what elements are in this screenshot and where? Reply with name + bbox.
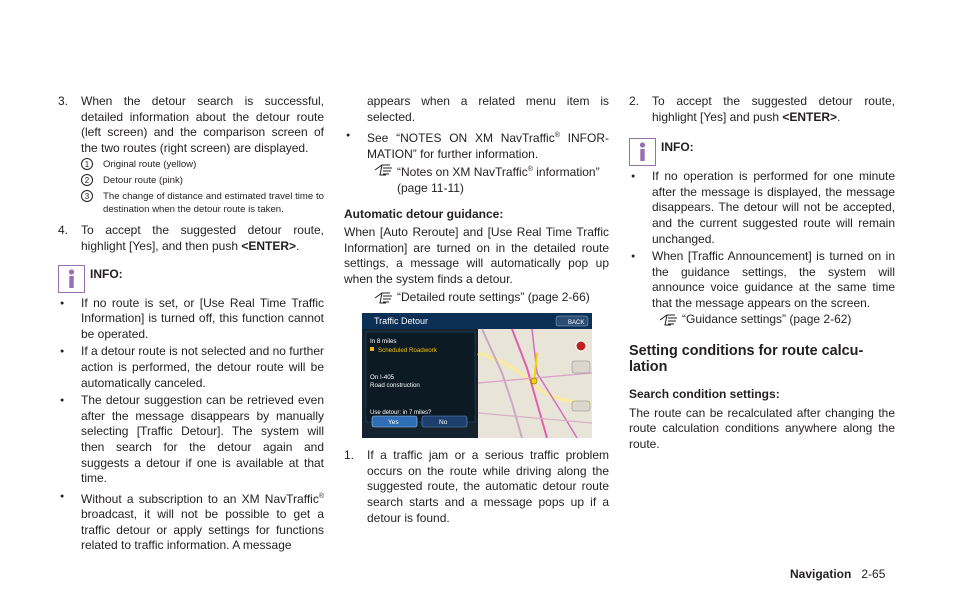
info-label: INFO: — [661, 140, 694, 155]
screen-distance: In 8 miles — [370, 338, 397, 346]
bullet-icon: ● — [60, 299, 65, 307]
bullet-item — [344, 128, 609, 162]
registered-mark: ® — [318, 492, 324, 500]
bullet-text: If a detour route is not selected and no further action is performed, the detour route will be automatically canceled. — [81, 344, 324, 390]
reference-text: information” (page 11-11) — [397, 165, 600, 195]
continued-text: appears when a related menu item is selected. — [367, 94, 609, 124]
step-text: To accept the suggested detour route, highlight [Yes] and push — [652, 94, 895, 124]
step-3 — [58, 94, 324, 156]
column-left — [58, 94, 324, 554]
roadwork-icon — [370, 347, 374, 351]
bullet-item — [58, 296, 324, 343]
paragraph: The route can be recalculated after changing the route calculation conditions anywhere along the route. — [629, 405, 895, 451]
info-label: INFO: — [90, 266, 123, 281]
bullet-text: If no route is set, or [Use Real Time Traffic Information] is turned off, this function cannot be operated. — [81, 295, 324, 341]
paragraph: When [Auto Reroute] and [Use Real Time Traffic Information] are turned on in the detailed route settings, a message will automatically pop up when the system finds a detour. — [344, 225, 609, 286]
reference-text: “Notes on XM NavTraffic — [397, 165, 528, 180]
screen-title: Traffic Detour — [374, 316, 429, 327]
callout-text: Original route (yellow) — [103, 159, 197, 171]
reference-text: “Detailed route settings” (page 2-66) — [397, 289, 590, 304]
screen-back-button: BACK — [568, 320, 585, 327]
subsection-heading: Search condition settings: — [629, 387, 780, 402]
bullet-item — [629, 169, 895, 247]
column-right — [629, 94, 895, 453]
screen-yes-button: Yes — [388, 419, 399, 427]
callout-3 — [81, 190, 324, 216]
bullet-item — [58, 489, 324, 554]
step-text: If a traffic jam or a serious traffic problem occurs on the route while driving along the suggested route, the automatic detour route search starts and a message pops up if a detour is found. — [367, 448, 609, 525]
bullet-text: See “NOTES ON XM NavTraffic — [367, 131, 555, 146]
traffic-detour-screen — [362, 313, 592, 438]
info-block — [58, 265, 324, 293]
screen-question: Use detour: in 7 miles? — [370, 410, 432, 417]
info-icon — [58, 265, 85, 293]
bullet-text: If no operation is performed for one minute after the message is displayed, the message disappears. The detour will not be accepted, and the current suggested route will remain unchanged. — [652, 169, 895, 246]
circle-number-icon: 3 — [81, 190, 93, 202]
bullet-item — [58, 344, 324, 391]
navigation-screen-image — [362, 313, 592, 438]
step-text: When the detour search is successful, detailed information about the detour route (left screen) and the comparison screen of the two routes (right screen) are displayed. — [81, 94, 324, 155]
step-number: 1. — [344, 448, 355, 463]
step-number: 4. — [58, 223, 69, 238]
bullet-icon: ● — [346, 132, 351, 140]
bullet-text: INFOR-MATION” for further information. — [367, 131, 609, 161]
page-reference — [344, 290, 609, 306]
bullet-item — [58, 393, 324, 487]
registered-mark: ® — [554, 132, 560, 140]
section-heading: Automatic detour guidance: — [344, 206, 504, 221]
info-block — [629, 138, 895, 166]
circle-number-icon: 2 — [81, 174, 93, 186]
step-number: 2. — [629, 94, 640, 108]
bullet-icon: ● — [631, 253, 636, 261]
footer-section: Navigation — [790, 567, 852, 581]
callout-text: The change of distance and estimated travel time to destination when the detour route is taken. — [103, 191, 324, 216]
section-title: Setting conditions for route calcu-lation — [629, 343, 864, 376]
step-number: 3. — [58, 94, 69, 108]
step-text: To accept the suggested detour route, highlight [Yes], and then push — [81, 223, 324, 253]
screen-location: On I-405 — [370, 374, 395, 382]
reference-text: “Guidance settings” (page 2-62) — [682, 311, 852, 326]
callout-2 — [81, 174, 324, 187]
bullet-item — [629, 249, 895, 311]
callout-1 — [81, 158, 324, 171]
enter-key-label: <ENTER> — [782, 109, 838, 124]
screen-no-button: No — [439, 419, 448, 427]
page-footer — [790, 567, 885, 581]
enter-key-label: <ENTER> — [241, 238, 297, 253]
reference-hand-icon — [659, 313, 679, 327]
bullet-text: Without a subscription to an XM NavTraffic — [81, 491, 319, 506]
registered-mark: ® — [527, 166, 533, 174]
screen-condition: Road construction — [370, 382, 420, 390]
page-reference — [629, 312, 895, 328]
circle-number-icon: 1 — [81, 158, 93, 170]
step-2: 2. To accept the suggested detour route, highlight [Yes] and push <ENTER>. — [629, 94, 895, 124]
bullet-text: When [Traffic Announcement] is turned on in the guidance settings, the system will announce voice guidance at the same time that the message appears on the screen. — [652, 249, 895, 310]
step-4: 4. To accept the suggested detour route, highlight [Yes], and then push <ENTER>. — [58, 223, 324, 253]
bullet-text: broadcast, it will not be possible to get a traffic detour or apply settings for functions related to traffic information. A message — [81, 507, 324, 553]
bullet-icon: ● — [60, 492, 65, 500]
bullet-icon: ● — [60, 397, 65, 405]
page-number: 2-65 — [861, 567, 886, 581]
bullet-icon: ● — [631, 173, 636, 181]
column-middle — [344, 94, 609, 526]
bullet-text: The detour suggestion can be retrieved even after the message disappears by manually selecting [Traffic Detour]. The system will then search for the detour again and suggests a detour if one is available at that time. — [81, 393, 324, 486]
page-reference — [344, 162, 609, 196]
reference-hand-icon — [374, 163, 394, 177]
step-1 — [344, 448, 609, 526]
bullet-icon: ● — [60, 348, 65, 356]
callout-text: Detour route (pink) — [103, 175, 183, 187]
screen-roadwork: Scheduled Roadwork — [378, 347, 437, 355]
reference-hand-icon — [374, 291, 394, 305]
info-icon — [629, 138, 656, 166]
